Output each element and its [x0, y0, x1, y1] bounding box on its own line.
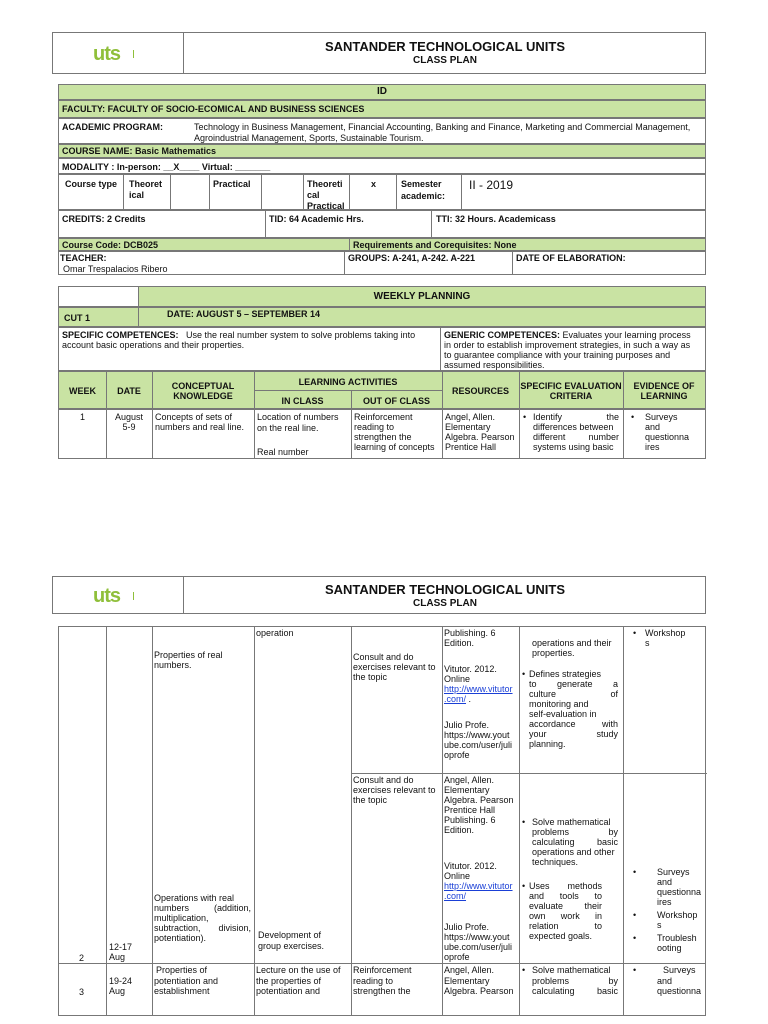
vitutor-link[interactable]: http://www.vitutor	[444, 684, 513, 694]
page1-header	[52, 32, 706, 74]
vitutor-link[interactable]: .com/	[444, 891, 467, 901]
page2-header	[52, 576, 706, 614]
modality-row: MODALITY : In-person: __X____ Virtual: _______	[58, 158, 706, 174]
bullet-icon: •	[633, 628, 637, 638]
vitutor-link[interactable]: http://www.vitutor	[444, 881, 513, 891]
bullet-icon: •	[523, 412, 527, 422]
bullet-icon: •	[522, 669, 526, 679]
teacher-row: TEACHER: Omar Trespalacios Ribero GROUPS: A-241, A-242. A-221 DATE OF ELABORATION:	[58, 251, 706, 275]
uts-logo: uts	[93, 43, 120, 65]
page-title: SANTANDER TECHNOLOGICAL UNITS	[324, 582, 566, 597]
course-code-row: Course Code: DCB025 Requirements and Corequisites: None	[58, 238, 706, 251]
bullet-icon: •	[633, 965, 637, 975]
weekly-title-row: WEEKLY PLANNING	[58, 286, 706, 307]
id-header-row: ID	[58, 84, 706, 100]
logo-mark-icon	[133, 50, 156, 58]
page-subtitle: CLASS PLAN	[413, 598, 477, 609]
bullet-icon: •	[522, 881, 526, 891]
course-name-row: COURSE NAME: Basic Mathematics	[58, 144, 706, 158]
credits-row: CREDITS: 2 Credits TID: 64 Academic Hrs. TTI: 32 Hours. Academicass	[58, 210, 706, 238]
page-subtitle: CLASS PLAN	[413, 55, 477, 66]
academic-program-row: ACADEMIC PROGRAM: Technology in Business Management, Financial Accounting, Banking and Finance, Marketing and Commercial Management, Agroindustrial Management, Sports, Sustainable Tourism.	[58, 118, 706, 144]
planning-table-header: WEEK DATE CONCEPTUAL KNOWLEDGE LEARNING ACTIVITIES IN CLASS OUT OF CLASS RESOURCES SPECIFIC EVALUATION CRITERIA EVIDENCE OF LEARNING	[58, 371, 706, 409]
bullet-icon: •	[633, 910, 637, 920]
bullet-icon: •	[633, 867, 637, 877]
bullet-icon: •	[631, 412, 635, 422]
vitutor-link[interactable]: .com/	[444, 694, 467, 704]
bullet-icon: •	[522, 965, 526, 975]
uts-logo: uts	[93, 585, 120, 607]
course-type-row: Course type Theoret ical Practical Theoreti cal Practical x Semester academic: II - 2019	[58, 174, 706, 210]
faculty-row: FACULTY: FACULTY OF SOCIO-ECOMICAL AND BUSINESS SCIENCES	[58, 100, 706, 118]
table-row: 1 August 5-9 Concepts of sets of numbers and real line. Location of numbers on the real line. Real number Reinforcement reading to strengthen the learning of concepts Angel, Allen. Elementary Algebra. Pearson Prentice Hall • Identify the differences between different number systems using basic • Surveys and questionna ires	[58, 409, 706, 459]
bullet-icon: •	[522, 817, 526, 827]
cut-row: CUT 1 DATE: AUGUST 5 – SEPTEMBER 14	[58, 307, 706, 327]
competences-row: SPECIFIC COMPETENCES: Use the real number system to solve problems taking into account basic operations and their properties. GENERIC COMPETENCES: Evaluates your learning process in order to establish improvement strategies, in such a way as to guarantee compliance with your training purposes and assumed responsibilities.	[58, 327, 706, 371]
logo-mark-icon	[133, 592, 156, 600]
page-title: SANTANDER TECHNOLOGICAL UNITS	[324, 39, 566, 54]
bullet-icon: •	[633, 933, 637, 943]
